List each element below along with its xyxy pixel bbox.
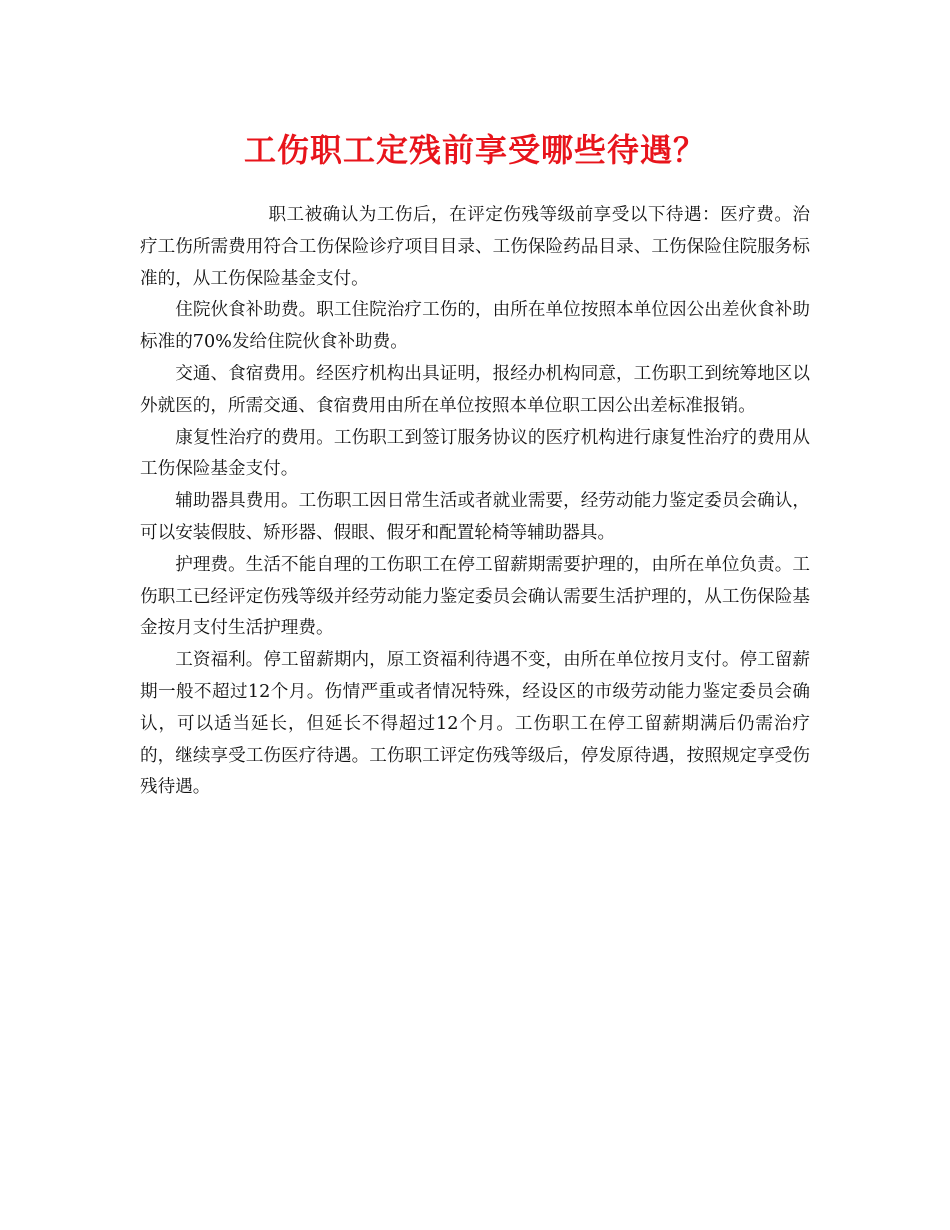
paragraph-wages-benefits: 工资福利。停工留薪期内，原工资福利待遇不变，由所在单位按月支付。停工留薪期一般不超过12个月。伤情严重或者情况特殊，经设区的市级劳动能力鉴定委员会确认，可以适当延长，但延长不得超过12个月。工伤职工在停工留薪期满后仍需治疗的，继续享受工伤医疗待遇。工伤职工评定伤残等级后，停发原待遇，按照规定享受伤残待遇。 [140,650,810,798]
paragraph-meal-allowance: 住院伙食补助费。职工住院治疗工伤的，由所在单位按照本单位因公出差伙食补助标准的70%发给住院伙食补助费。 [140,300,810,353]
paragraph-nursing-care: 护理费。生活不能自理的工伤职工在停工留薪期需要护理的，由所在单位负责。工伤职工已经评定伤残等级并经劳动能力鉴定委员会确认需要生活护理的，从工伤保险基金按月支付生活护理费。 [140,554,810,639]
paragraph-rehabilitation: 康复性治疗的费用。工伤职工到签订服务协议的医疗机构进行康复性治疗的费用从工伤保险基金支付。 [140,427,810,480]
document-body [140,200,810,804]
paragraph-transport-lodging: 交通、食宿费用。经医疗机构出具证明，报经办机构同意，工伤职工到统筹地区以外就医的，所需交通、食宿费用由所在单位按照本单位职工因公出差标准报销。 [140,363,810,416]
paragraph-medical-expenses: 职工被确认为工伤后，在评定伤残等级前享受以下待遇：医疗费。治疗工伤所需费用符合工伤保险诊疗项目目录、工伤保险药品目录、工伤保险住院服务标准的，从工伤保险基金支付。 [140,205,810,289]
page-title: 工伤职工定残前享受哪些待遇？ [243,131,706,169]
paragraph-assistive-devices: 辅助器具费用。工伤职工因日常生活或者就业需要，经劳动能力鉴定委员会确认，可以安装假肢、矫形器、假眼、假牙和配置轮椅等辅助器具。 [140,491,810,543]
